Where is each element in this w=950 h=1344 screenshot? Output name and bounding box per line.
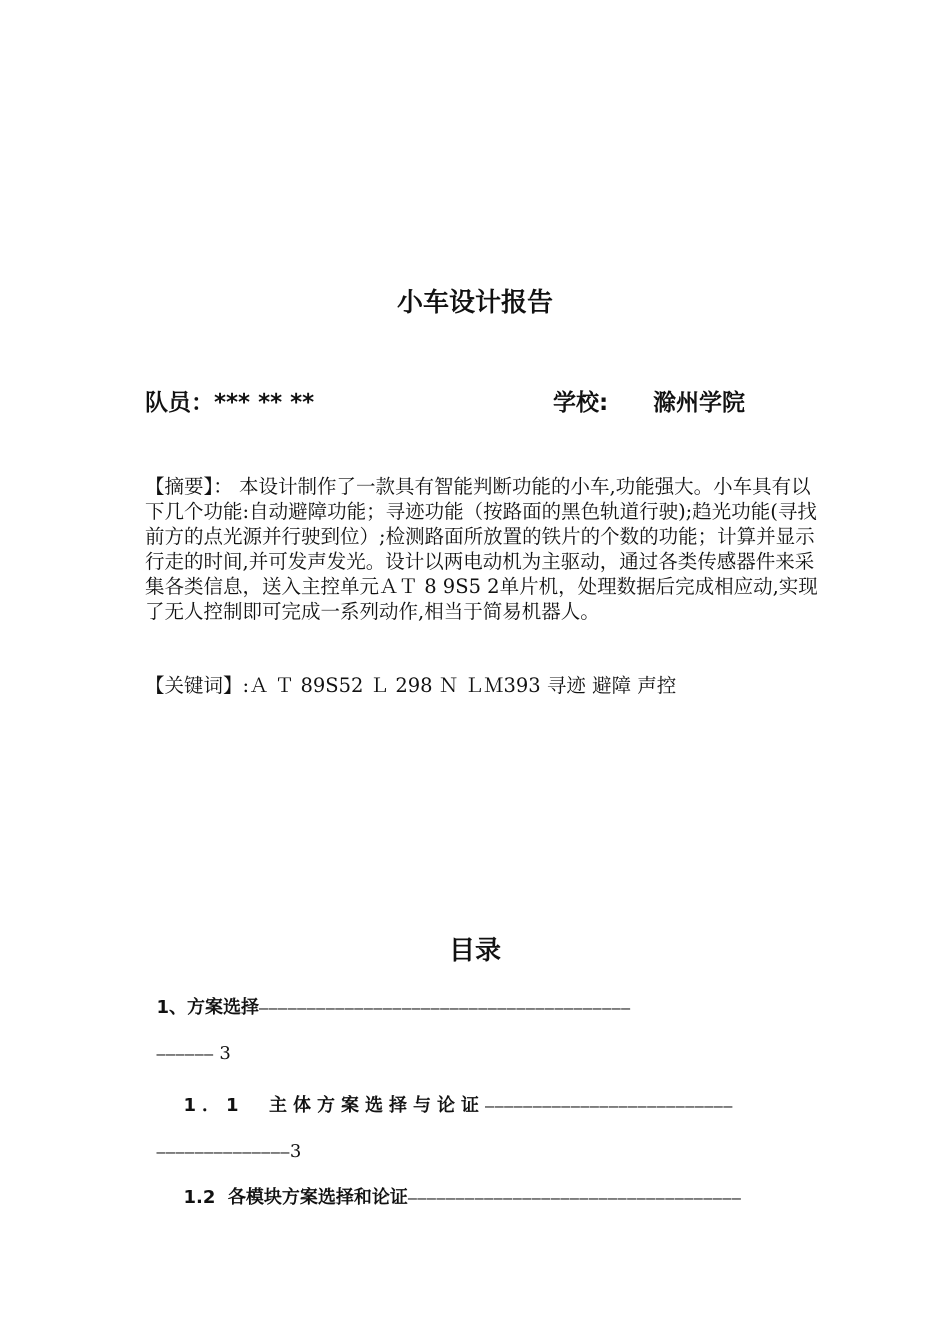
toc-entry-1-2[interactable]: [172, 1162, 741, 1209]
document-title: 小车设计报告: [396, 288, 553, 318]
toc-entry-1-cont: [145, 1022, 231, 1064]
toc-page-number: 3: [289, 1141, 302, 1162]
toc-entry-1-1[interactable]: [172, 1070, 733, 1117]
toc-leader: ——————————————————————————: [485, 1097, 733, 1115]
toc-entry-1-1-cont: [145, 1120, 301, 1162]
toc-leader: ——————: [156, 1045, 214, 1063]
school-label: 学校:: [553, 390, 609, 416]
toc-entry-1[interactable]: [145, 972, 631, 1019]
toc-leader: ———————————————————————————————————————: [258, 999, 631, 1017]
keywords-paragraph: 【关键词】:Ａ Ｔ 89S52 Ｌ 298 Ｎ ＬＭ393 寻迹 避障 声控: [145, 674, 677, 697]
toc-leader: ——————————————: [156, 1143, 290, 1161]
toc-entry-label: 1．1 主体方案选择与论证: [183, 1095, 486, 1116]
toc-leader: ———————————————————————————————————: [407, 1189, 742, 1207]
school-name: 滁州学院: [653, 390, 745, 416]
toc-entry-label: 1、方案选择: [156, 997, 259, 1018]
abstract-paragraph: 【摘要】： 本设计制作了一款具有智能判断功能的小车,功能强大。小车具有以下几个功能:自动避障功能；寻迹功能（按路面的黑色轨道行驶);趋光功能(寻找前方的点光源并行驶到位）;检测路面所放置的铁片的个数的功能；计算并显示行走的时间,并可发声发光。设计以两电动机为主驱动，通过各类传感器件来采集各类信息，送入主控单元ＡＴ 8 9S5 2单片机，处理数据后完成相应动,实现了无人控制即可完成一系列动作,相当于简易机器人。: [145, 475, 818, 623]
toc-entry-label: 1.2 各模块方案选择和论证: [183, 1187, 408, 1208]
team-members: 队员：*** ** **: [145, 390, 315, 416]
toc-page-number: 3: [219, 1043, 231, 1064]
toc-title: 目录: [448, 936, 501, 966]
